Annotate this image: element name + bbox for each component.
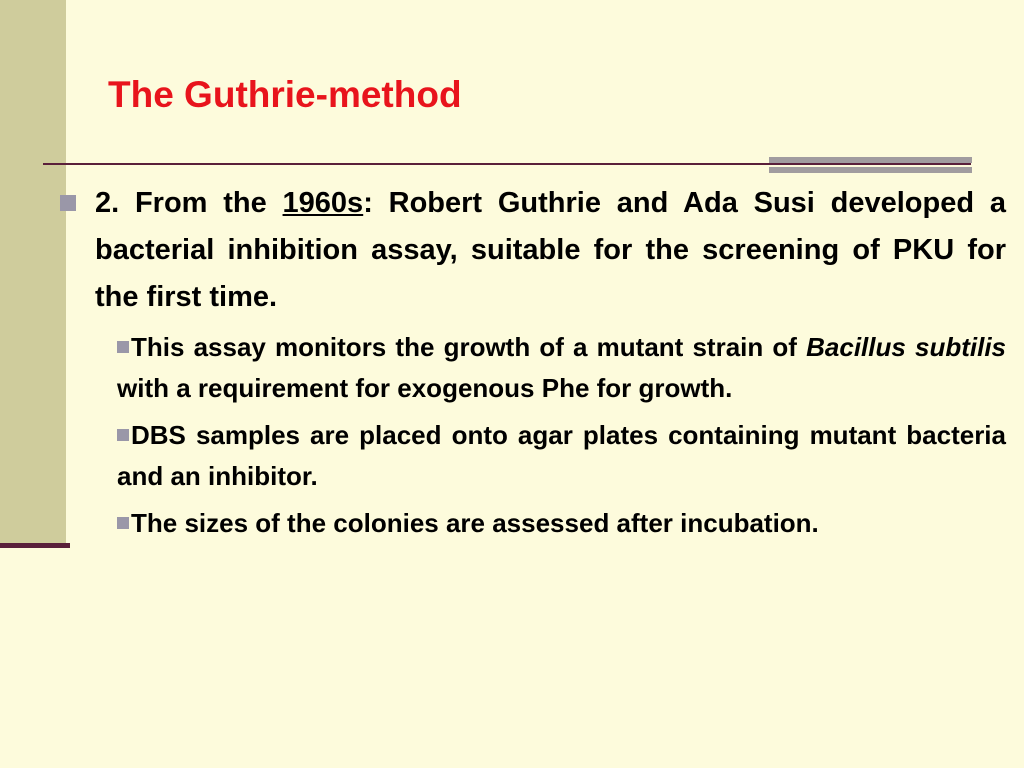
- main-point-suffix: : Robert Guthrie and Ada Susi developed a bacterial inhibition assay, suitable for the screening of PKU for the first time.: [95, 187, 1006, 313]
- slide-title: The Guthrie-method: [108, 74, 462, 115]
- main-bullet-point: [58, 180, 1006, 321]
- square-bullet-icon: [117, 517, 129, 529]
- slide-body: [58, 180, 1006, 544]
- sub-point-text: DBS samples are placed onto agar plates containing mutant bacteria and an inhibitor.: [117, 420, 1006, 491]
- main-point-prefix: 2. From the: [95, 187, 283, 219]
- main-point-year: 1960s: [282, 187, 364, 219]
- sub-bullet-point: [117, 503, 1006, 544]
- sub-bullet-point: [117, 415, 1006, 497]
- sub-point-text: This assay monitors the growth of a mutant strain of: [131, 332, 807, 362]
- side-decor-band: [0, 0, 66, 543]
- square-bullet-icon: [60, 195, 76, 211]
- square-bullet-icon: [117, 429, 129, 441]
- grey-bar-top: [769, 157, 972, 163]
- grey-bar-bottom: [769, 167, 972, 173]
- species-name: Bacillus subtilis: [806, 332, 1006, 362]
- square-bullet-icon: [117, 341, 129, 353]
- sub-point-text: with a requirement for exogenous Phe for growth.: [117, 373, 733, 403]
- sub-point-text: The sizes of the colonies are assessed after incubation.: [131, 508, 819, 538]
- decorative-grey-bars: [769, 157, 972, 177]
- sub-bullet-point: [117, 327, 1006, 409]
